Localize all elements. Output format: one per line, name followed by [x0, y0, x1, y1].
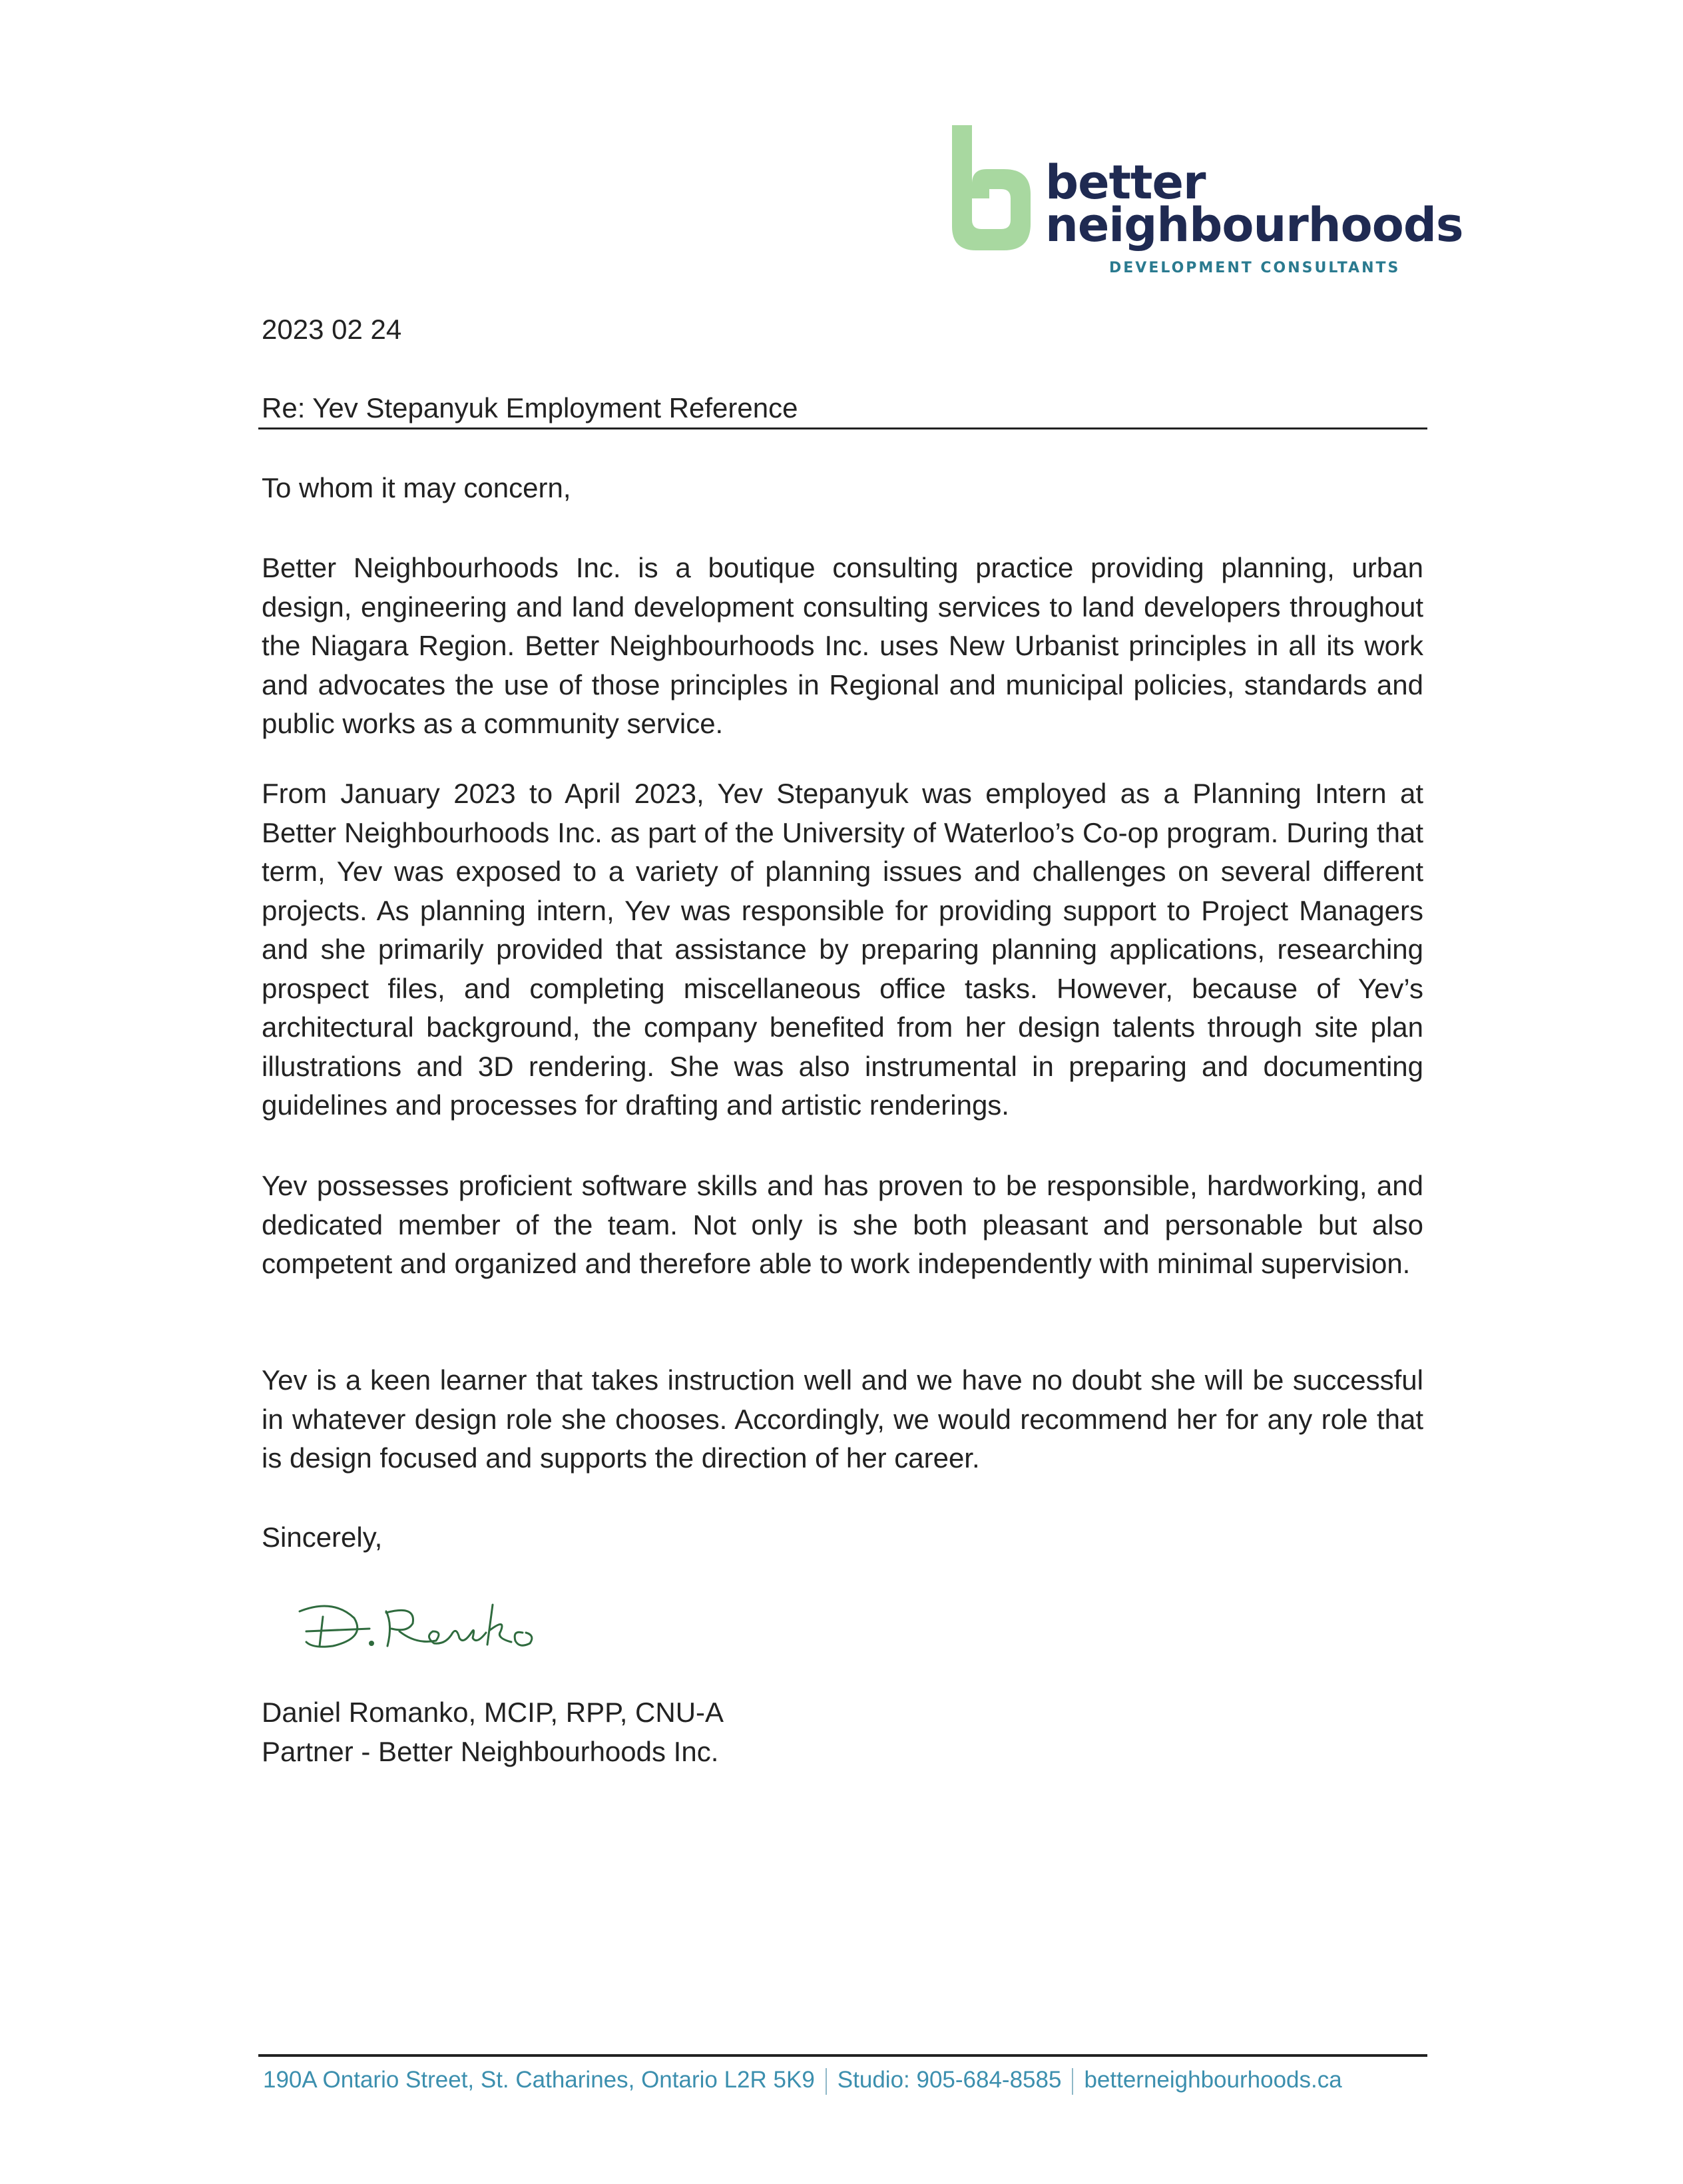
footer-studio-phone: Studio: 905-684-8585 [837, 2067, 1062, 2093]
letter-subject: Re: Yev Stepanyuk Employment Reference [262, 392, 798, 423]
body-paragraph-2: From January 2023 to April 2023, Yev Stepanyuk was employed as a Planning Intern at Better Neighbourhoods Inc. as part of the University of Waterloo’s Co-op program. During that term, Yev was exposed to a variety of planning issues and challenges on several different projects. As planning intern, Yev was responsible for providing support to Project Managers and she primarily provided that assistance by preparing planning applications, researching prospect files, and completing miscellaneous office tasks. However, because of Yev’s architectural background, the company benefited from her design talents through site plan illustrations and 3D rendering. She was also instrumental in preparing and documenting guidelines and processes for drafting and artistic renderings. [262, 778, 1423, 1121]
logo-name-line2: neighbourhoods [1045, 198, 1463, 252]
signer-block [262, 1693, 1423, 1771]
logo-name [1045, 155, 1463, 252]
footer-separator [826, 2068, 827, 2095]
salutation: To whom it may concern, [262, 472, 571, 503]
signature-icon [293, 1585, 546, 1665]
logo-subtitle: DEVELOPMENT CONSULTANTS [1109, 260, 1401, 276]
closing: Sincerely, [262, 1521, 383, 1553]
logo-mark-icon [937, 120, 1037, 253]
letter-date: 2023 02 24 [262, 314, 402, 345]
footer-address: 190A Ontario Street, St. Catharines, Ontario L2R 5K9 [263, 2067, 815, 2093]
body-paragraph-1: Better Neighbourhoods Inc. is a boutique consulting practice providing planning, urban design, engineering and land development consulting services to land developers throughout the Niagara Region. Better Neighbourhoods Inc. uses New Urbanist principles in all its work and advocates the use of those principles in Regional and municipal policies, standards and public works as a community service. [262, 552, 1423, 739]
footer [263, 2064, 1428, 2096]
signer-name: Daniel Romanko, MCIP, RPP, CNU-A [262, 1697, 724, 1728]
signer-title: Partner - Better Neighbourhoods Inc. [262, 1735, 719, 1767]
subject-divider [258, 427, 1427, 429]
footer-divider [258, 2054, 1427, 2057]
logo-name-line1: better [1045, 155, 1206, 210]
footer-website: betterneighbourhoods.ca [1084, 2067, 1342, 2093]
footer-separator [1072, 2068, 1073, 2095]
company-logo [937, 120, 1463, 280]
body-paragraph-3: Yev possesses proficient software skills and has proven to be responsible, hardworking, and dedicated member of the team. Not only is she both pleasant and personable but also competent and organized and therefore able to work independently with minimal supervision. [262, 1170, 1423, 1279]
body-paragraph-4: Yev is a keen learner that takes instruction well and we have no doubt she will be successful in whatever design role she chooses. Accordingly, we would recommend her for any role that is design focused and supports the direction of her career. [262, 1364, 1423, 1474]
